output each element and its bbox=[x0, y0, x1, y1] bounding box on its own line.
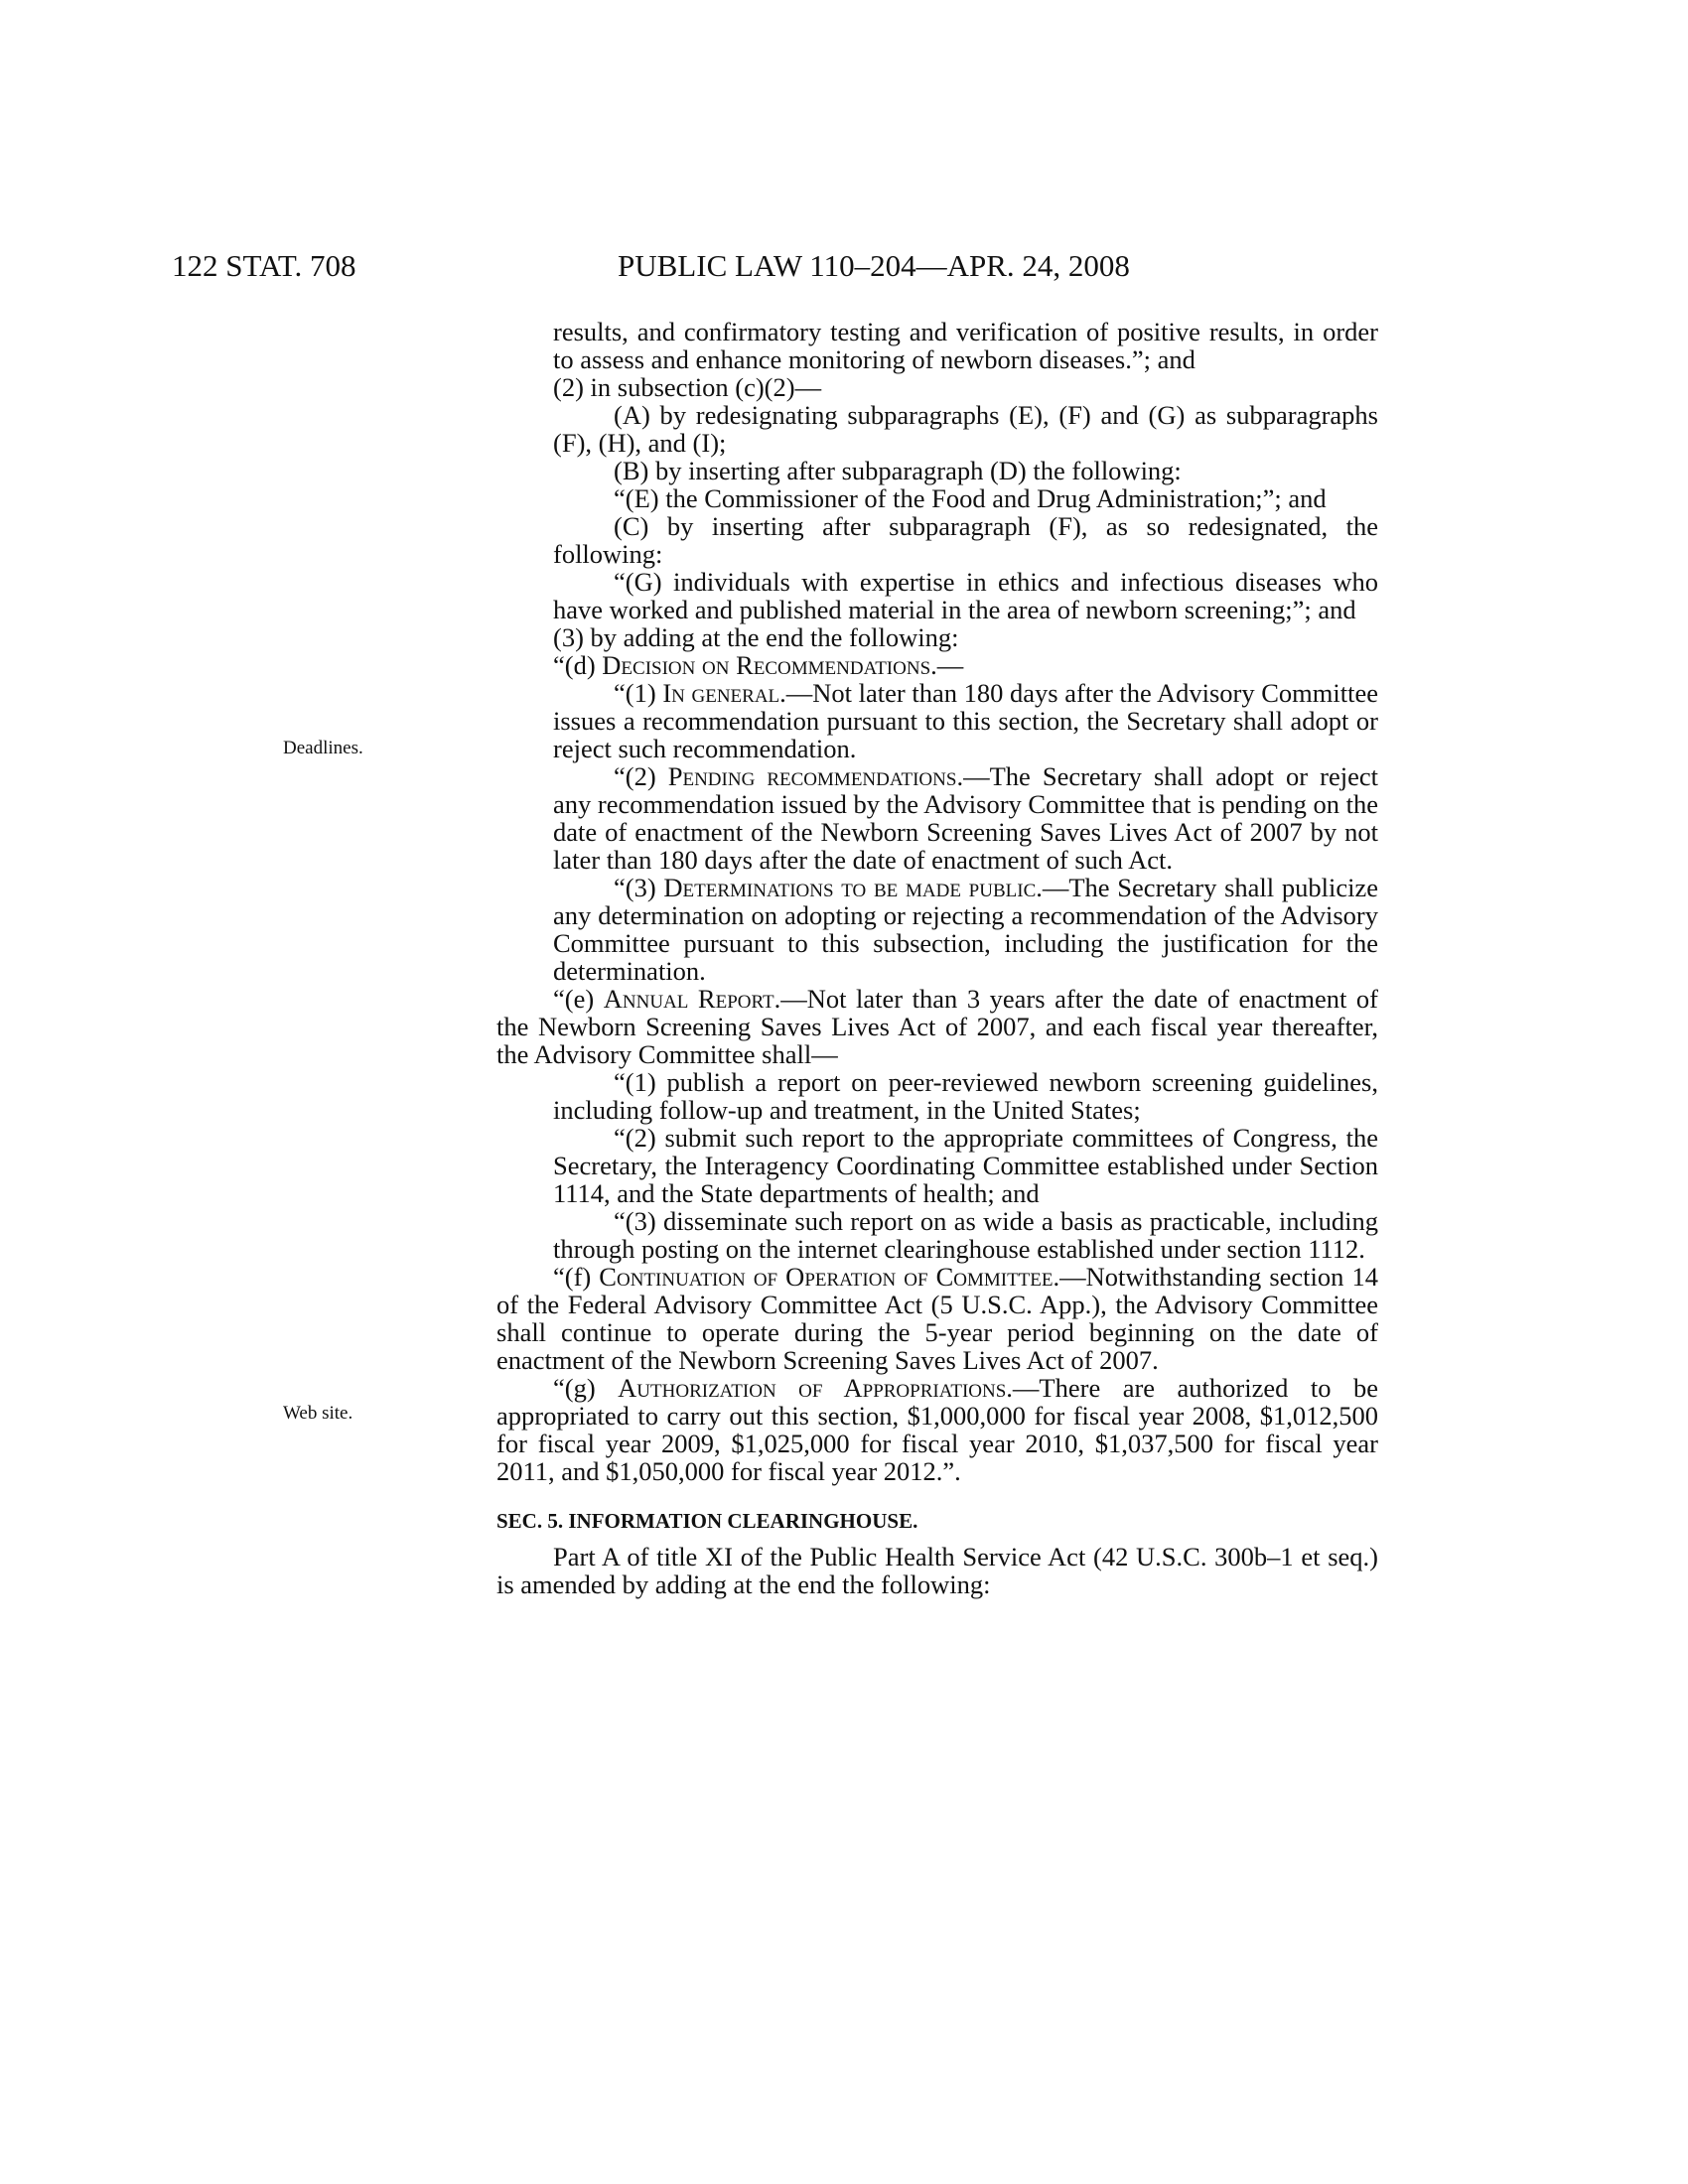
paragraph: “(E) the Commissioner of the Food and Drug Administration;”; and bbox=[614, 483, 1327, 513]
subsection-text: .—Notwithstanding section 14 of the Federal Advisory Committee Act (5 U.S.C. App.), the Advisory Committee shall continue to operate during the 5-year period beginning on the date of enactment of the Newborn Screening Saves Lives Act of 2007. bbox=[496, 1262, 1378, 1375]
paragraph-text: .—The Secretary shall publicize any determination on adopting or rejecting a recommendation of the Advisory Committee pursuant to this subsection, including the justification for the determination. bbox=[553, 873, 1378, 986]
margin-note-deadlines: Deadlines. bbox=[283, 738, 363, 758]
paragraph-e3: “(3) disseminate such report on as wide a basis as practicable, including through posting on the internet clearinghouse established under section 1112. bbox=[553, 1206, 1378, 1264]
paragraph-label: “(2) bbox=[614, 761, 668, 791]
paragraph-label: “(1) bbox=[614, 678, 663, 708]
paragraph-e2: “(2) submit such report to the appropriate committees of Congress, the Secretary, the Interagency Coordinating Committee established under Section 1114, and the State departments of health; and bbox=[553, 1123, 1378, 1208]
subsection-label: “(f) bbox=[553, 1262, 600, 1292]
paragraph: (B) by inserting after subparagraph (D) the following: bbox=[614, 456, 1182, 485]
paragraph-text: .—Not later than 180 days after the Advisory Committee issues a recommendation pursuant to this section, the Secretary shall adopt or reject such recommendation. bbox=[553, 678, 1379, 763]
paragraph: (A) by redesignating subparagraphs (E), (F) and (G) as subparagraphs (F), (H), and (I); bbox=[553, 400, 1378, 458]
paragraph-heading: Pending recommendations bbox=[667, 761, 957, 791]
subsection-text: .—Not later than 3 years after the date of enactment of the Newborn Screening Saves Lives Act of 2007, and each fiscal year thereafter, the Advisory Committee shall— bbox=[496, 984, 1378, 1069]
section-heading: SEC. 5. INFORMATION CLEARINGHOUSE. bbox=[496, 1509, 918, 1533]
subsection-label: “(d) bbox=[553, 650, 603, 680]
paragraph: (2) in subsection (c)(2)— bbox=[553, 372, 822, 402]
paragraph-e1: “(1) publish a report on peer-reviewed newborn screening guidelines, including follow-up and treatment, in the United States; bbox=[553, 1067, 1378, 1125]
paragraph-heading: In general bbox=[662, 678, 780, 708]
subsection-text: .—There are authorized to be appropriated to carry out this section, $1,000,000 for fiscal year 2008, $1,012,500 for fiscal year 2009, $1,025,000 for fiscal year 2010, $1,037,500 for fiscal year 2011, and $1,050,000 for fiscal year 2012.”. bbox=[496, 1373, 1378, 1486]
subsection-e bbox=[496, 985, 1378, 1068]
paragraph-label: “(3) bbox=[614, 873, 664, 902]
paragraph-text: .—The Secretary shall adopt or reject any recommendation issued by the Advisory Committee that is pending on the date of enactment of the Newborn Screening Saves Lives Act of 2007 by not later than 180 days after the date of enactment of such Act. bbox=[553, 761, 1378, 875]
subsection-label: “(e) bbox=[553, 984, 604, 1014]
paragraph: (C) by inserting after subparagraph (F), as so redesignated, the following: bbox=[553, 511, 1378, 569]
subsection-heading: Authorization of Appropriations bbox=[618, 1373, 1007, 1403]
subsection-dash: .— bbox=[930, 650, 964, 680]
paragraph-d2 bbox=[496, 762, 1378, 874]
page-header-title: PUBLIC LAW 110–204—APR. 24, 2008 bbox=[618, 248, 1130, 283]
subsection-d bbox=[496, 651, 1378, 679]
subsection-heading: Continuation of Operation of Committee bbox=[599, 1262, 1054, 1292]
paragraph: “(G) individuals with expertise in ethics and infectious diseases who have worked and published material in the area of newborn screening;”; and bbox=[553, 567, 1378, 624]
paragraph-heading: Determinations to be made public bbox=[663, 873, 1037, 902]
stat-reference: 122 STAT. 708 bbox=[172, 248, 356, 283]
paragraph-d3 bbox=[496, 874, 1378, 985]
law-text bbox=[496, 318, 1378, 1598]
section-text: Part A of title XI of the Public Health Service Act (42 U.S.C. 300b–1 et seq.) is amended by adding at the end the following: bbox=[496, 1542, 1378, 1599]
paragraph: (3) by adding at the end the following: bbox=[553, 622, 959, 652]
paragraph: results, and confirmatory testing and verification of positive results, in order to assess and enhance monitoring of newborn diseases.”; and bbox=[553, 317, 1378, 374]
margin-note-website: Web site. bbox=[283, 1403, 353, 1424]
subsection-heading: Annual Report bbox=[603, 984, 774, 1014]
subsection-g bbox=[496, 1374, 1378, 1485]
subsection-heading: Decision on Recommendations bbox=[602, 650, 931, 680]
subsection-label: “(g) bbox=[553, 1373, 619, 1403]
subsection-f bbox=[496, 1263, 1378, 1374]
paragraph-d1 bbox=[496, 679, 1378, 762]
